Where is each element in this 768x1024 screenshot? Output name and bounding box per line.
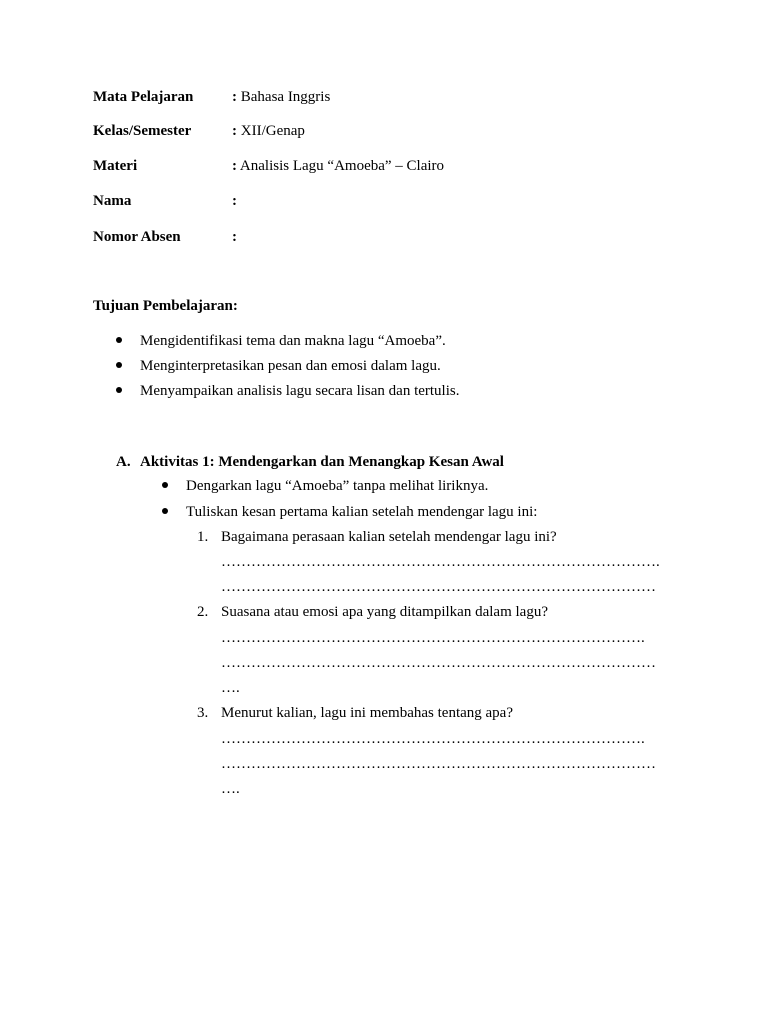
colon: : bbox=[232, 89, 237, 105]
objectives-heading: Tujuan Pembelajaran: bbox=[93, 298, 238, 314]
answer-line[interactable]: …. bbox=[221, 680, 240, 696]
label-nomor-absen: Nomor Absen bbox=[93, 229, 181, 245]
value-text: XII/Genap bbox=[237, 123, 305, 139]
value-materi bbox=[232, 157, 444, 175]
question-text: Menurut kalian, lagu ini membahas tentang apa? bbox=[221, 705, 513, 721]
answer-line[interactable]: …. bbox=[221, 781, 240, 797]
objective-item: Mengidentifikasi tema dan makna lagu “Amoeba”. bbox=[140, 333, 446, 349]
question-text: Suasana atau emosi apa yang ditampilkan dalam lagu? bbox=[221, 604, 548, 620]
colon: : bbox=[232, 158, 237, 174]
answer-line[interactable]: …………………………………………………………………………. bbox=[221, 630, 645, 646]
question-number: 2. bbox=[197, 604, 209, 620]
question-text: Bagaimana perasaan kalian setelah mendengar lagu ini? bbox=[221, 529, 557, 545]
value-text: Bahasa Inggris bbox=[237, 89, 331, 105]
value-text: Analisis Lagu “Amoeba” – Clairo bbox=[237, 158, 445, 174]
bullet-icon bbox=[116, 337, 122, 343]
bullet-icon bbox=[116, 387, 122, 393]
value-nomor-absen bbox=[232, 228, 237, 246]
answer-line[interactable]: …………………………………………………………………………… bbox=[221, 655, 656, 671]
activity-title: Aktivitas 1: Mendengarkan dan Menangkap Kesan Awal bbox=[140, 454, 504, 470]
bullet-icon bbox=[162, 482, 168, 488]
answer-line[interactable]: …………………………………………………………………………. bbox=[221, 731, 645, 747]
activity-marker: A. bbox=[116, 454, 131, 470]
objective-item: Menginterpretasikan pesan dan emosi dalam lagu. bbox=[140, 358, 441, 374]
colon: : bbox=[232, 193, 237, 209]
label-materi: Materi bbox=[93, 158, 138, 174]
colon: : bbox=[232, 123, 237, 139]
activity-bullet: Dengarkan lagu “Amoeba” tanpa melihat liriknya. bbox=[186, 478, 489, 494]
objective-item: Menyampaikan analisis lagu secara lisan dan tertulis. bbox=[140, 383, 460, 399]
bullet-icon bbox=[162, 508, 168, 514]
bullet-icon bbox=[116, 362, 122, 368]
value-kelas-semester bbox=[232, 122, 305, 140]
value-nama bbox=[232, 192, 237, 210]
colon: : bbox=[232, 229, 237, 245]
question-number: 1. bbox=[197, 529, 209, 545]
activity-bullet: Tuliskan kesan pertama kalian setelah mendengar lagu ini: bbox=[186, 504, 538, 520]
answer-line[interactable]: ……………………………………………………………………………. bbox=[221, 554, 660, 570]
answer-line[interactable]: …………………………………………………………………………… bbox=[221, 579, 656, 595]
question-number: 3. bbox=[197, 705, 209, 721]
label-nama: Nama bbox=[93, 193, 132, 209]
answer-line[interactable]: …………………………………………………………………………… bbox=[221, 756, 656, 772]
label-kelas-semester: Kelas/Semester bbox=[93, 123, 192, 139]
label-mata-pelajaran: Mata Pelajaran bbox=[93, 89, 194, 105]
value-mata-pelajaran bbox=[232, 88, 330, 106]
